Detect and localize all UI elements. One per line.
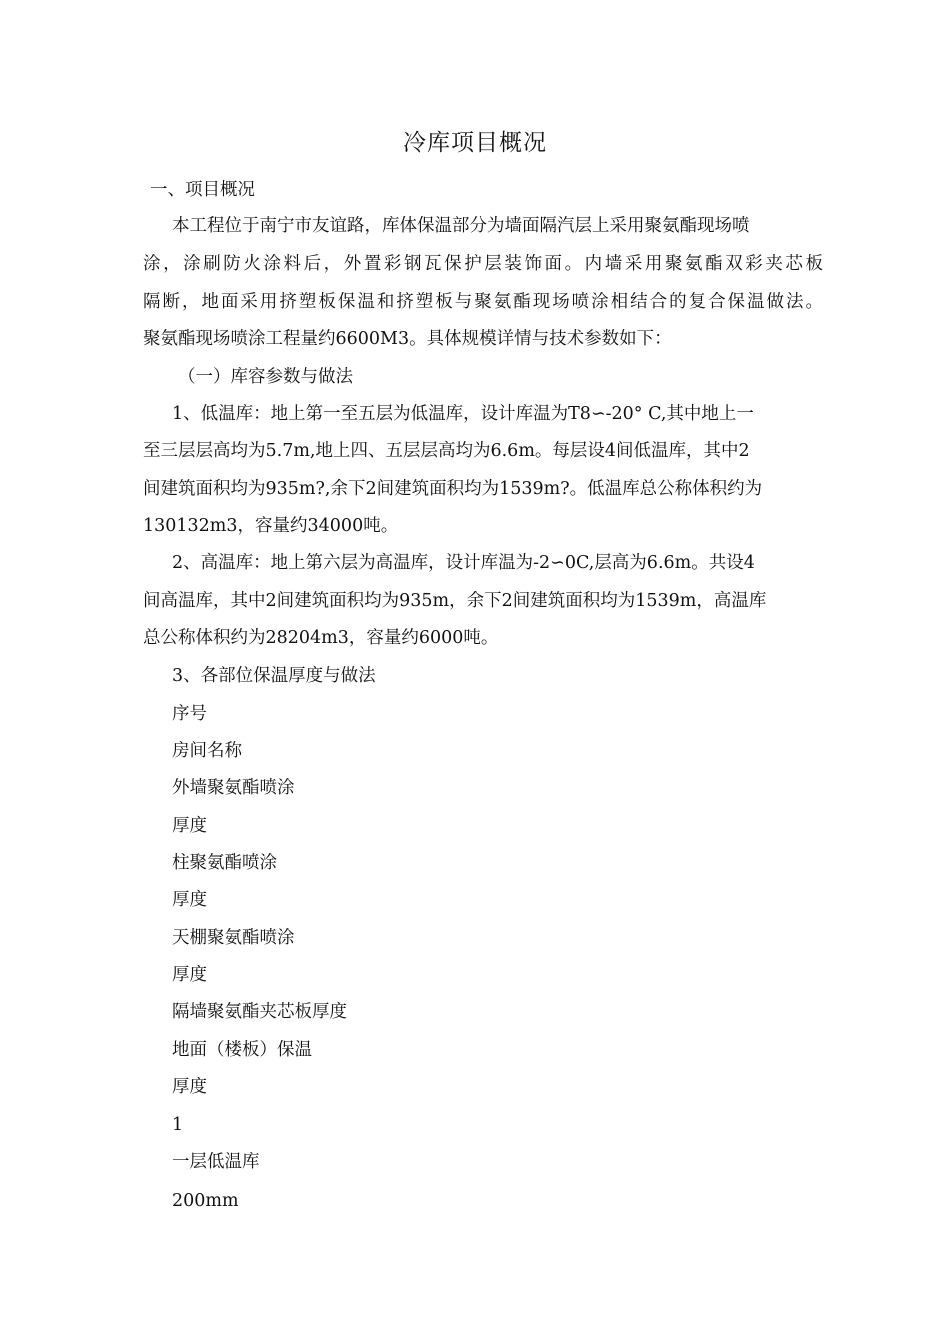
intro-paragraph-line: 聚氨酯现场喷涂工程量约6600M3。具体规模详情与技术参数如下： [143,329,672,349]
table-cell: 厚度 [172,890,207,910]
table-cell: 厚度 [172,816,207,836]
table-cell: 一层低温库 [172,1152,260,1172]
table-cell: 1 [172,1115,184,1135]
low-temp-paragraph-line: 至三层层高均为5.7m,地上四、五层层高均为6.6m。每层设4间低温库，其中2 [143,441,750,461]
table-cell: 厚度 [172,965,207,985]
table-cell: 200mm [172,1191,239,1211]
table-cell: 地面（楼板）保温 [172,1040,312,1060]
page-title: 冷库项目概况 [403,130,547,156]
high-temp-paragraph-line: 总公称体积约为28204m3，容量约6000吨。 [143,628,499,648]
high-temp-paragraph-line: 间高温库，其中2间建筑面积均为935m，余下2间建筑面积均为1539m，高温库 [143,591,767,611]
table-cell: 天棚聚氨酯喷涂 [172,928,295,948]
section-heading-project-overview: 一、项目概况 [150,180,255,200]
high-temp-paragraph-line: 2、高温库：地上第六层为高温库，设计库温为-2∽0C,层高为6.6m。共设4 [172,553,755,573]
table-cell: 柱聚氨酯喷涂 [172,853,277,873]
low-temp-paragraph-line: 间建筑面积均为935m?,余下2间建筑面积均为1539m?。低温库总公称体积约为 [143,479,763,499]
intro-paragraph-line: 本工程位于南宁市友谊路，库体保温部分为墙面隔汽层上采用聚氨酯现场喷 [172,216,750,236]
table-cell: 序号 [172,704,207,724]
subsection-heading-capacity: （一）库容参数与做法 [178,367,353,387]
intro-paragraph-line: 隔断，地面采用挤塑板保温和挤塑板与聚氨酯现场喷涂相结合的复合保温做法。 [143,292,823,312]
intro-paragraph-line: 涂，涂刷防火涂料后，外置彩钢瓦保护层装饰面。内墙采用聚氨酯双彩夹芯板 [143,254,823,274]
low-temp-paragraph-line: 130132m3，容量约34000吨。 [143,516,399,536]
insulation-heading: 3、各部位保温厚度与做法 [172,666,376,686]
table-cell: 隔墙聚氨酯夹芯板厚度 [172,1002,347,1022]
table-cell: 外墙聚氨酯喷涂 [172,778,295,798]
table-cell: 厚度 [172,1077,207,1097]
table-cell: 房间名称 [172,741,242,761]
low-temp-paragraph-line: 1、低温库：地上第一至五层为低温库，设计库温为T8∽-20° C,其中地上一 [172,404,754,424]
